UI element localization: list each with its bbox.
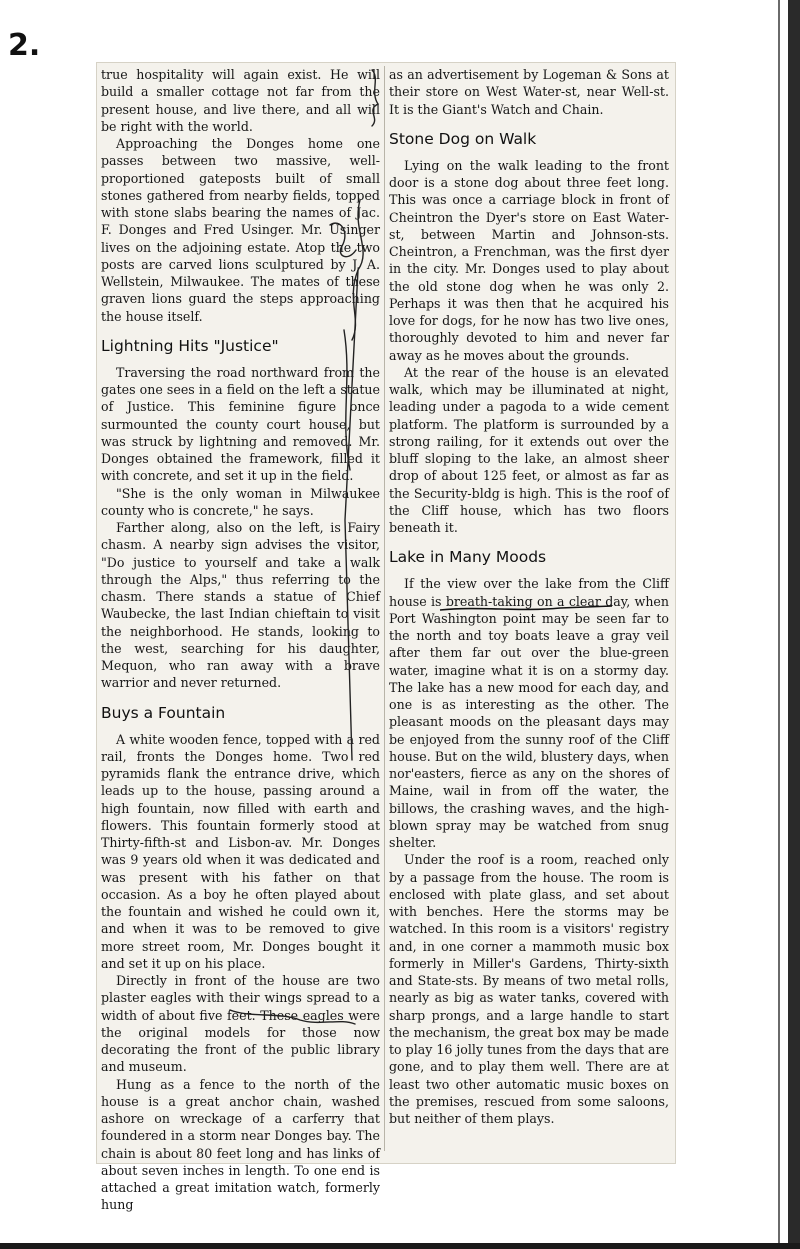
article-paragraph: At the rear of the house is an elevated walk, which may be illuminated at night, leading under a pagoda to a wide cement platform. The platform is surrounded by a strong railing, for it extends out over the bluff sloping to the lake, an almost sheer drop of about 125 feet, or almost as far as the Security-bldg is high. This is the roof of the Cliff house, which has two floors beneath it. xyxy=(389,364,669,535)
article-column-right xyxy=(389,66,669,1127)
section-heading: Lake in Many Moods xyxy=(389,548,547,567)
article-paragraph: Hung as a fence to the north of the house is a great anchor chain, washed ashore on wreckage of a carferry that foundered in a storm near Donges bay. The chain is about 80 feet long and has links of about seven inches in length. To one end is attached a great imitation watch, formerly hung xyxy=(101,1076,380,1213)
scan-bottom-edge xyxy=(0,1243,800,1249)
article-paragraph: A white wooden fence, topped with a red rail, fronts the Donges home. Two red pyramids flank the entrance drive, which leads up to the house, passing around a high fountain, now filled with earth and flowers. This fountain formerly stood at Thirty-fifth-st and Lisbon-av. Mr. Donges was 9 years old when it was dedicated and was present with his father on that occasion. As a boy he often played about the fountain and wished he could own it, and when it was to be removed to give more street room, Mr. Donges bought it and set it up on his place. xyxy=(101,731,380,971)
article-paragraph: Farther along, also on the left, is Fairy chasm. A nearby sign advises the visitor, "Do justice to yourself and take a walk through the Alps," thus referring to the chasm. There stands a statue of Chief Waubecke, the last Indian chieftain to visit the neighborhood. He stands, looking to the west, searching for his daughter, Mequon, who ran away with a brave warrior and never returned. xyxy=(101,520,380,691)
page-number: 2. xyxy=(8,28,41,63)
scan-right-edge xyxy=(788,0,800,1249)
article-paragraph: Directly in front of the house are two plaster eagles with their wings spread to a width of about five feet. These eagles were the original models for those now decorating the front of the public library and museum. xyxy=(101,973,380,1075)
column-divider xyxy=(384,66,385,1151)
article-paragraph: Lying on the walk leading to the front door is a stone dog about three feet long. This was once a carriage block in front of Cheintron the Dyer's store on East Water-st, between Martin and Johnson-sts. Cheintron, a Frenchman, was the first dyer in the city. Mr. Donges used to play about the old stone dog when he was only 2. Perhaps it was then that he acquired his love for dogs, for he now has two live ones, thoroughly devoted to him and never far away as he moves about the grounds. xyxy=(389,157,669,363)
article-paragraph: Traversing the road northward from the gates one sees in a field on the left a statue of Justice. This feminine figure once surmounted the county court house, but was struck by lightning and removed. Mr. Donges obtained the framework, filled it with concrete, and set it up in the field. xyxy=(101,364,380,484)
article-paragraph: true hospitality will again exist. He will build a smaller cottage not far from the present house, and live there, and all will be right with the world. xyxy=(101,67,380,134)
section-heading: Stone Dog on Walk xyxy=(389,129,537,148)
scan-fold-line xyxy=(778,0,780,1249)
article-paragraph: Approaching the Donges home one passes between two massive, well-proportioned gateposts built of small stones gathered from nearby fields, topped with stone slabs bearing the names of Jac. F. Donges and Fred Usinger. Mr. Usinger lives on the adjoining estate. Atop the two posts are carved lions sculptured by J. A. Wellstein, Milwaukee. The mates of these graven lions guard the steps approaching the house itself. xyxy=(101,136,380,324)
article-column-left xyxy=(101,66,380,1214)
article-paragraph: "She is the only woman in Milwaukee county who is concrete," he says. xyxy=(101,485,380,518)
section-heading: Buys a Fountain xyxy=(101,703,226,722)
article-paragraph: Under the roof is a room, reached only by a passage from the house. The room is enclosed with plate glass, and set about with benches. Here the storms may be watched. In this room is a visitors' registry and, in one corner a mammoth music box formerly in Miller's Gardens, Thirty-sixth and State-sts. By means of two metal rolls, nearly as big as water tanks, covered with sharp prongs, and a large handle to start the mechanism, the great box may be made to play 16 jolly tunes from the days that are gone, and to play them well. There are at least two other automatic music boxes on the premises, rescued from some saloons, but neither of them plays. xyxy=(389,852,669,1126)
section-heading: Lightning Hits "Justice" xyxy=(101,336,279,355)
article-paragraph: If the view over the lake from the Cliff house is breath-taking on a clear day, when Port Washington point may be seen far to the north and toy boats leave a gray veil after them far out over the blue-green water, imagine what it is on a stormy day. The lake has a new mood for each day, and one is as interesting as the other. The pleasant moods on the pleasant days may be enjoyed from the sunny roof of the Cliff house. But on the wild, blustery days, when nor'easters, fierce as any on the shores of Maine, wail in from off the water, the billows, the crashing waves, and the high-blown spray may be watched from snug shelter. xyxy=(389,576,669,850)
article-paragraph: as an advertisement by Logeman & Sons at their store on West Water-st, near Well-st. It is the Giant's Watch and Chain. xyxy=(389,67,669,117)
